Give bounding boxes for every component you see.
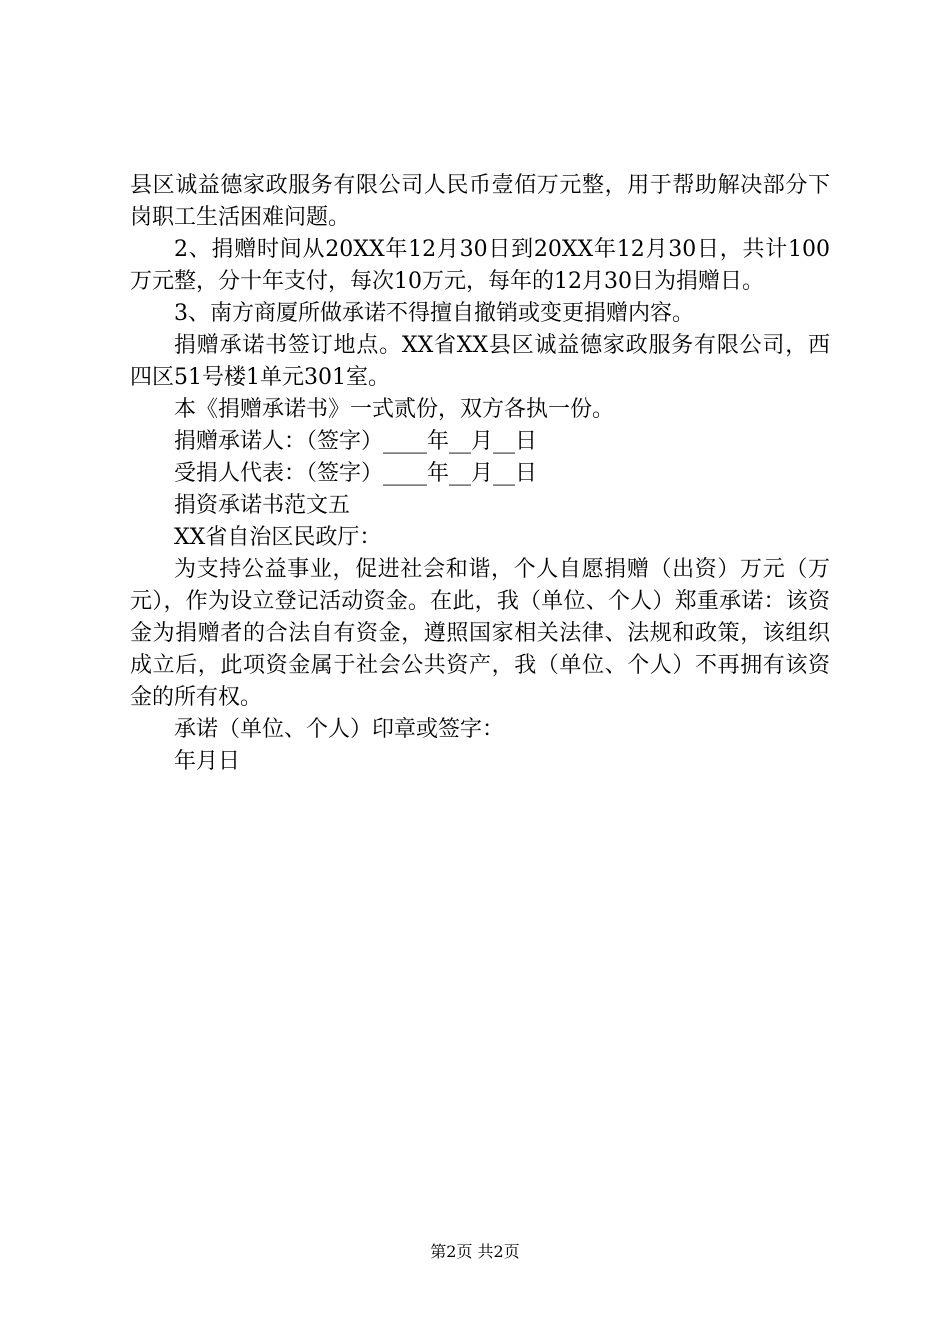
paragraph-copies: 本《捐赠承诺书》一式贰份，双方各执一份。 (174, 397, 615, 422)
addressee: XX省自治区民政厅： (174, 525, 382, 550)
paragraph-donation-purpose: 县区诚益德家政服务有限公司人民币壹佰万元整，用于帮助解决部分下岗职工生活困难问题。 (130, 173, 830, 230)
paragraph-commitment-clause: 3、南方商厦所做承诺不得擅自撤销或变更捐赠内容。 (174, 301, 694, 326)
page-footer: 第2页 共2页 (430, 1242, 520, 1261)
document-body (130, 170, 830, 778)
paragraph-recipient-signature: 受捐人代表：（签字）____年__月__日 (174, 461, 538, 486)
paragraph-signing-location: 捐赠承诺书签订地点。XX省XX县区诚益德家政服务有限公司，西四区51号楼1单元301室。 (130, 333, 830, 390)
paragraph-pledge: 为支持公益事业，促进社会和谐，个人自愿捐赠（出资）万元（万元），作为设立登记活动资金。在此，我（单位、个人）郑重承诺：该资金为捐赠者的合法自有资金，遵照国家相关法律、法规和政策，该组织成立后，此项资金属于社会公共资产，我（单位、个人）不再拥有该资金的所有权。 (130, 557, 830, 710)
paragraph-seal-signature: 承诺（单位、个人）印章或签字： (174, 717, 505, 742)
paragraph-date: 年月日 (174, 749, 241, 774)
paragraph-donor-signature: 捐赠承诺人：（签字）____年__月__日 (174, 429, 538, 454)
section-title: 捐资承诺书范文五 (174, 493, 351, 518)
paragraph-donation-time: 2、捐赠时间从20XX年12月30日到20XX年12月30日，共计100万元整，分十年支付，每次10万元，每年的12月30日为捐赠日。 (130, 237, 830, 294)
